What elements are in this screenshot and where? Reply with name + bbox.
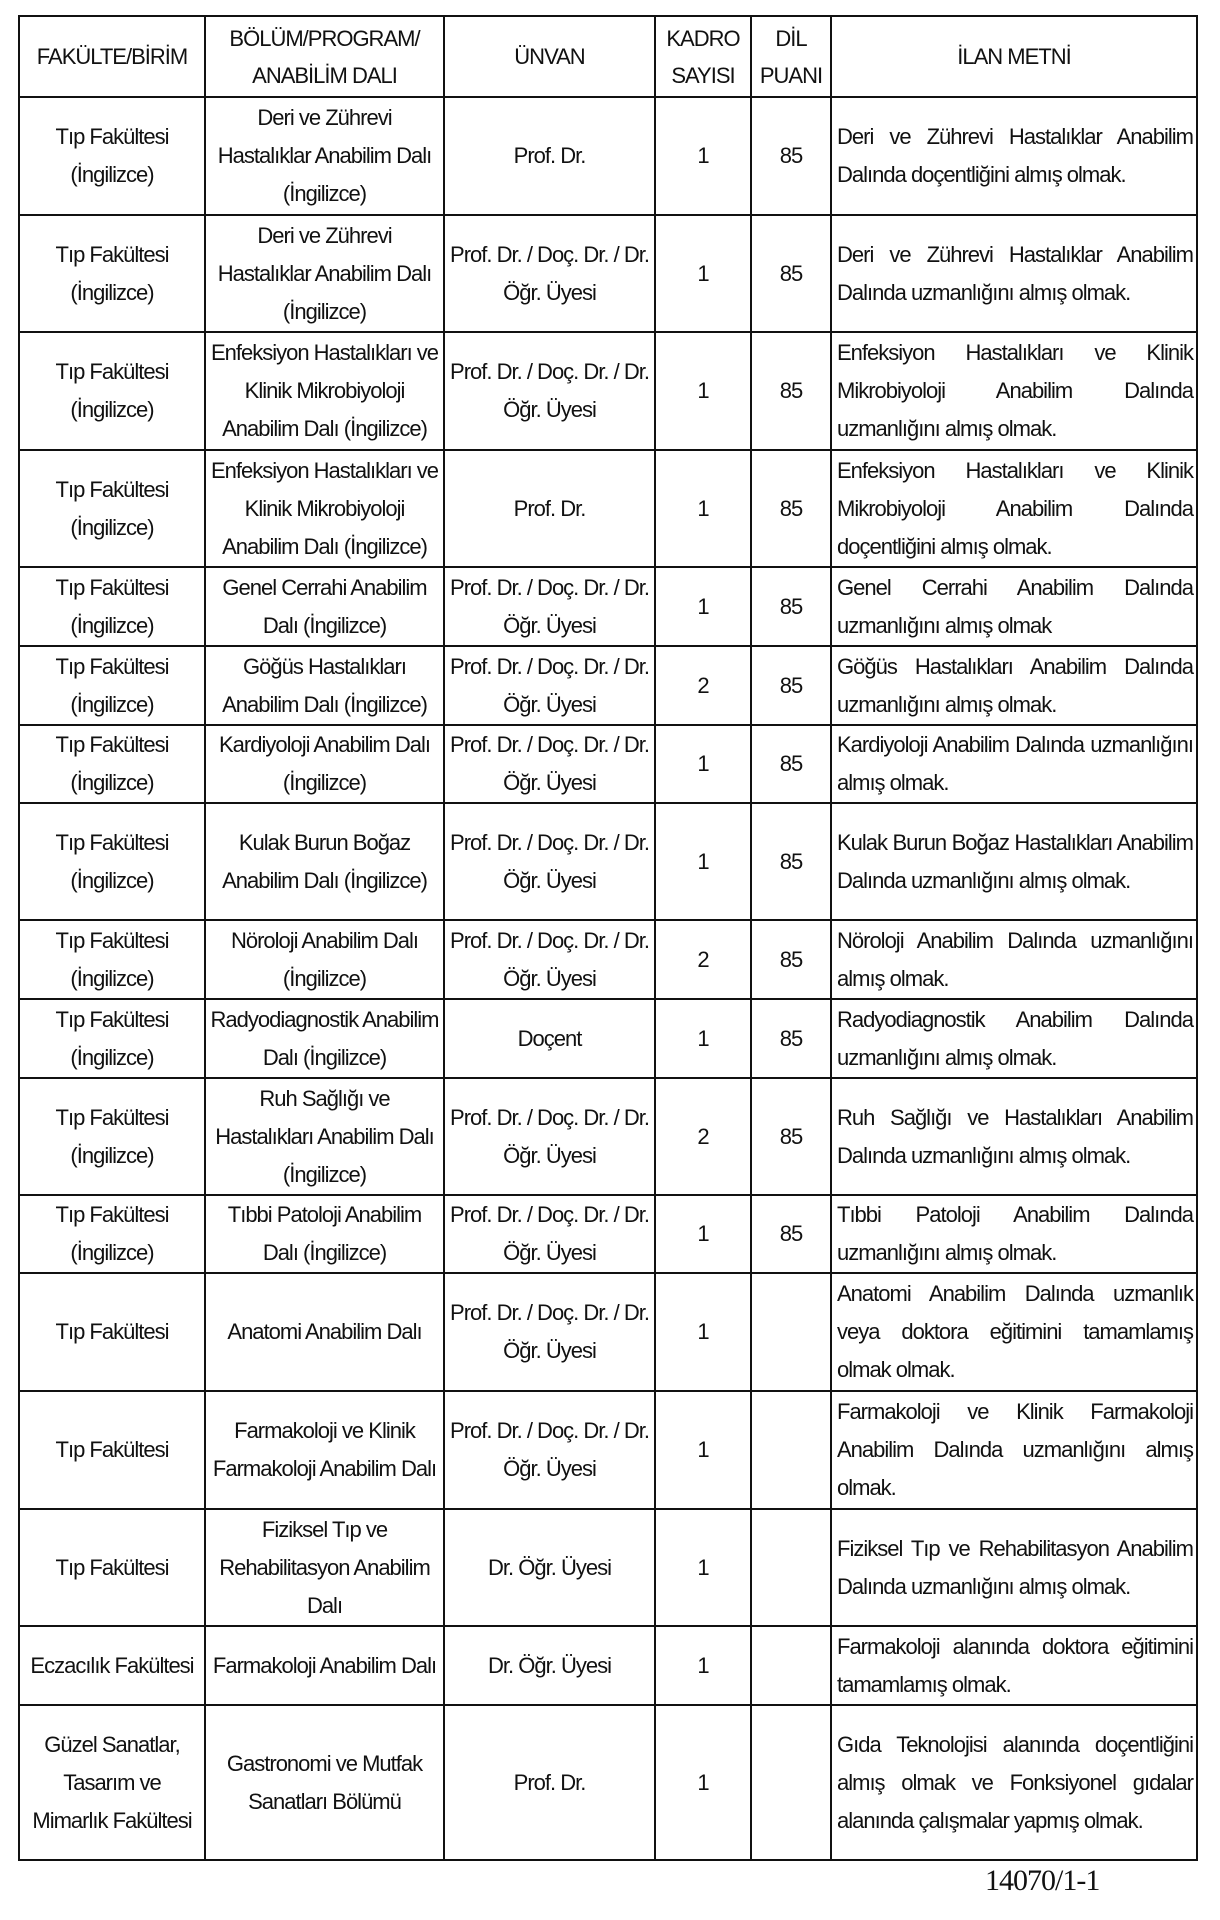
cell-kadro: 1 xyxy=(655,725,751,803)
cell-dil: 85 xyxy=(751,920,831,999)
cell-kadro: 1 xyxy=(655,1391,751,1509)
cell-ilan: Nöroloji Anabilim Dalında uzmanlığını almış olmak. xyxy=(831,920,1197,999)
cell-birim: Tıp Fakültesi (İngilizce) xyxy=(19,725,205,803)
table-row xyxy=(19,920,1197,999)
cell-ilan: Kardiyoloji Anabilim Dalında uzmanlığını almış olmak. xyxy=(831,725,1197,803)
cell-kadro: 2 xyxy=(655,646,751,725)
cell-dil: 85 xyxy=(751,999,831,1078)
cell-ilan: Fiziksel Tıp ve Rehabilitasyon Anabilim Dalında uzmanlığını almış olmak. xyxy=(831,1509,1197,1626)
cell-ilan: Gıda Teknolojisi alanında doçentliğini almış olmak ve Fonksiyonel gıdalar alanında çalışmalar yapmış olmak. xyxy=(831,1705,1197,1860)
cell-dil: 85 xyxy=(751,803,831,920)
cell-birim: Tıp Fakültesi (İngilizce) xyxy=(19,999,205,1078)
cell-birim: Tıp Fakültesi (İngilizce) xyxy=(19,920,205,999)
cell-bolum: Farmakoloji ve Klinik Farmakoloji Anabilim Dalı xyxy=(205,1391,444,1509)
cell-birim: Tıp Fakültesi (İngilizce) xyxy=(19,1078,205,1195)
cell-kadro: 1 xyxy=(655,803,751,920)
cell-bolum: Kulak Burun Boğaz Anabilim Dalı (İngilizce) xyxy=(205,803,444,920)
cell-kadro: 2 xyxy=(655,1078,751,1195)
cell-dil xyxy=(751,1509,831,1626)
cell-birim: Tıp Fakültesi (İngilizce) xyxy=(19,97,205,215)
table-row xyxy=(19,1705,1197,1860)
cell-kadro: 2 xyxy=(655,920,751,999)
cell-bolum: Genel Cerrahi Anabilim Dalı (İngilizce) xyxy=(205,567,444,646)
cell-birim: Tıp Fakültesi xyxy=(19,1509,205,1626)
header-kadro: KADRO SAYISI xyxy=(655,16,751,97)
cell-birim: Tıp Fakültesi (İngilizce) xyxy=(19,803,205,920)
table-row xyxy=(19,215,1197,332)
table-row xyxy=(19,450,1197,567)
table-row xyxy=(19,97,1197,215)
cell-unvan: Dr. Öğr. Üyesi xyxy=(444,1626,655,1705)
cell-ilan: Radyodiagnostik Anabilim Dalında uzmanlığını almış olmak. xyxy=(831,999,1197,1078)
cell-birim: Tıp Fakültesi xyxy=(19,1391,205,1509)
cell-unvan: Prof. Dr. / Doç. Dr. / Dr. Öğr. Üyesi xyxy=(444,646,655,725)
table-row xyxy=(19,1078,1197,1195)
cell-ilan: Enfeksiyon Hastalıkları ve Klinik Mikrobiyoloji Anabilim Dalında uzmanlığını almış olmak. xyxy=(831,332,1197,450)
cell-bolum: Enfeksiyon Hastalıkları ve Klinik Mikrobiyoloji Anabilim Dalı (İngilizce) xyxy=(205,450,444,567)
cell-unvan: Prof. Dr. xyxy=(444,97,655,215)
cell-unvan: Prof. Dr. / Doç. Dr. / Dr. Öğr. Üyesi xyxy=(444,567,655,646)
cell-ilan: Deri ve Zührevi Hastalıklar Anabilim Dalında uzmanlığını almış olmak. xyxy=(831,215,1197,332)
job-postings-table xyxy=(18,15,1198,1861)
cell-kadro: 1 xyxy=(655,999,751,1078)
cell-unvan: Prof. Dr. / Doç. Dr. / Dr. Öğr. Üyesi xyxy=(444,803,655,920)
cell-kadro: 1 xyxy=(655,1509,751,1626)
cell-kadro: 1 xyxy=(655,1705,751,1860)
cell-ilan: Göğüs Hastalıkları Anabilim Dalında uzmanlığını almış olmak. xyxy=(831,646,1197,725)
header-ilan: İLAN METNİ xyxy=(831,16,1197,97)
cell-unvan: Doçent xyxy=(444,999,655,1078)
table-row xyxy=(19,1273,1197,1391)
cell-unvan: Prof. Dr. / Doç. Dr. / Dr. Öğr. Üyesi xyxy=(444,332,655,450)
table-row xyxy=(19,1626,1197,1705)
cell-bolum: Tıbbi Patoloji Anabilim Dalı (İngilizce) xyxy=(205,1195,444,1273)
cell-bolum: Nöroloji Anabilim Dalı (İngilizce) xyxy=(205,920,444,999)
cell-unvan: Prof. Dr. / Doç. Dr. / Dr. Öğr. Üyesi xyxy=(444,725,655,803)
header-birim: FAKÜLTE/BİRİM xyxy=(19,16,205,97)
cell-bolum: Kardiyoloji Anabilim Dalı (İngilizce) xyxy=(205,725,444,803)
cell-ilan: Farmakoloji alanında doktora eğitimini tamamlamış olmak. xyxy=(831,1626,1197,1705)
header-unvan: ÜNVAN xyxy=(444,16,655,97)
cell-kadro: 1 xyxy=(655,1273,751,1391)
cell-dil xyxy=(751,1273,831,1391)
cell-unvan: Prof. Dr. / Doç. Dr. / Dr. Öğr. Üyesi xyxy=(444,215,655,332)
cell-birim: Tıp Fakültesi xyxy=(19,1273,205,1391)
cell-bolum: Göğüs Hastalıkları Anabilim Dalı (İngilizce) xyxy=(205,646,444,725)
cell-ilan: Farmakoloji ve Klinik Farmakoloji Anabilim Dalında uzmanlığını almış olmak. xyxy=(831,1391,1197,1509)
cell-ilan: Tıbbi Patoloji Anabilim Dalında uzmanlığını almış olmak. xyxy=(831,1195,1197,1273)
cell-unvan: Prof. Dr. / Doç. Dr. / Dr. Öğr. Üyesi xyxy=(444,1078,655,1195)
cell-bolum: Enfeksiyon Hastalıkları ve Klinik Mikrobiyoloji Anabilim Dalı (İngilizce) xyxy=(205,332,444,450)
table-row xyxy=(19,725,1197,803)
cell-dil: 85 xyxy=(751,567,831,646)
cell-unvan: Prof. Dr. / Doç. Dr. / Dr. Öğr. Üyesi xyxy=(444,1391,655,1509)
cell-bolum: Deri ve Zührevi Hastalıklar Anabilim Dalı (İngilizce) xyxy=(205,97,444,215)
cell-dil: 85 xyxy=(751,725,831,803)
cell-dil: 85 xyxy=(751,215,831,332)
cell-kadro: 1 xyxy=(655,97,751,215)
header-dil: DİL PUANI xyxy=(751,16,831,97)
cell-kadro: 1 xyxy=(655,1626,751,1705)
table-row xyxy=(19,999,1197,1078)
cell-kadro: 1 xyxy=(655,567,751,646)
cell-ilan: Genel Cerrahi Anabilim Dalında uzmanlığını almış olmak xyxy=(831,567,1197,646)
cell-bolum: Fiziksel Tıp ve Rehabilitasyon Anabilim Dalı xyxy=(205,1509,444,1626)
cell-kadro: 1 xyxy=(655,332,751,450)
cell-dil: 85 xyxy=(751,332,831,450)
cell-unvan: Prof. Dr. xyxy=(444,1705,655,1860)
cell-dil: 85 xyxy=(751,1195,831,1273)
cell-bolum: Radyodiagnostik Anabilim Dalı (İngilizce) xyxy=(205,999,444,1078)
cell-birim: Tıp Fakültesi (İngilizce) xyxy=(19,646,205,725)
table-row xyxy=(19,332,1197,450)
cell-ilan: Deri ve Zührevi Hastalıklar Anabilim Dalında doçentliğini almış olmak. xyxy=(831,97,1197,215)
cell-unvan: Prof. Dr. / Doç. Dr. / Dr. Öğr. Üyesi xyxy=(444,1195,655,1273)
cell-dil xyxy=(751,1391,831,1509)
cell-birim: Güzel Sanatlar, Tasarım ve Mimarlık Fakültesi xyxy=(19,1705,205,1860)
table-row xyxy=(19,803,1197,920)
cell-kadro: 1 xyxy=(655,450,751,567)
cell-dil xyxy=(751,1705,831,1860)
cell-ilan: Kulak Burun Boğaz Hastalıkları Anabilim Dalında uzmanlığını almış olmak. xyxy=(831,803,1197,920)
table-row xyxy=(19,1195,1197,1273)
cell-dil: 85 xyxy=(751,97,831,215)
cell-birim: Tıp Fakültesi (İngilizce) xyxy=(19,332,205,450)
cell-ilan: Enfeksiyon Hastalıkları ve Klinik Mikrobiyoloji Anabilim Dalında doçentliğini almış olmak. xyxy=(831,450,1197,567)
cell-unvan: Prof. Dr. / Doç. Dr. / Dr. Öğr. Üyesi xyxy=(444,1273,655,1391)
cell-birim: Tıp Fakültesi (İngilizce) xyxy=(19,567,205,646)
cell-unvan: Prof. Dr. / Doç. Dr. / Dr. Öğr. Üyesi xyxy=(444,920,655,999)
cell-bolum: Anatomi Anabilim Dalı xyxy=(205,1273,444,1391)
document-reference-number: 14070/1-1 xyxy=(985,1864,1100,1897)
cell-dil xyxy=(751,1626,831,1705)
table-row xyxy=(19,1509,1197,1626)
cell-birim: Tıp Fakültesi (İngilizce) xyxy=(19,450,205,567)
cell-ilan: Anatomi Anabilim Dalında uzmanlık veya doktora eğitimini tamamlamış olmak olmak. xyxy=(831,1273,1197,1391)
cell-bolum: Farmakoloji Anabilim Dalı xyxy=(205,1626,444,1705)
cell-birim: Tıp Fakültesi (İngilizce) xyxy=(19,215,205,332)
cell-birim: Tıp Fakültesi (İngilizce) xyxy=(19,1195,205,1273)
cell-bolum: Gastronomi ve Mutfak Sanatları Bölümü xyxy=(205,1705,444,1860)
cell-dil: 85 xyxy=(751,646,831,725)
table-row xyxy=(19,567,1197,646)
cell-kadro: 1 xyxy=(655,1195,751,1273)
cell-birim: Eczacılık Fakültesi xyxy=(19,1626,205,1705)
cell-bolum: Ruh Sağlığı ve Hastalıkları Anabilim Dalı (İngilizce) xyxy=(205,1078,444,1195)
cell-unvan: Dr. Öğr. Üyesi xyxy=(444,1509,655,1626)
cell-bolum: Deri ve Zührevi Hastalıklar Anabilim Dalı (İngilizce) xyxy=(205,215,444,332)
table-row xyxy=(19,1391,1197,1509)
cell-dil: 85 xyxy=(751,1078,831,1195)
table-row xyxy=(19,646,1197,725)
header-row xyxy=(19,16,1197,97)
cell-ilan: Ruh Sağlığı ve Hastalıkları Anabilim Dalında uzmanlığını almış olmak. xyxy=(831,1078,1197,1195)
cell-unvan: Prof. Dr. xyxy=(444,450,655,567)
cell-kadro: 1 xyxy=(655,215,751,332)
cell-dil: 85 xyxy=(751,450,831,567)
header-bolum: BÖLÜM/PROGRAM/ ANABİLİM DALI xyxy=(205,16,444,97)
